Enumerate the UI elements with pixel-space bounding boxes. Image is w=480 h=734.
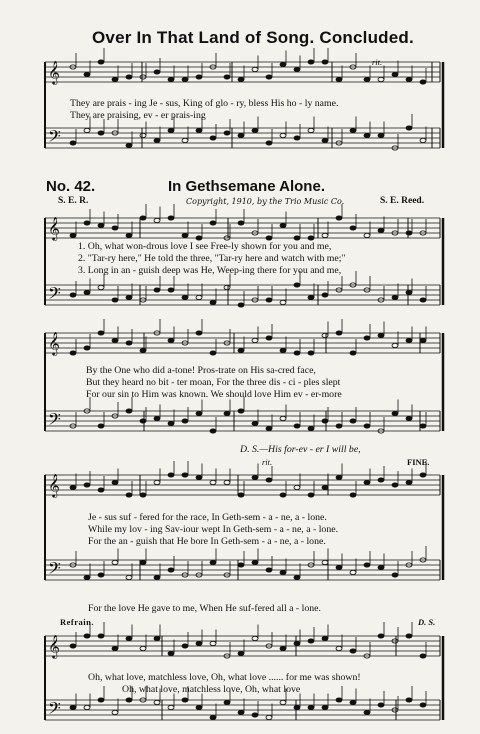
note-head bbox=[154, 138, 160, 142]
note-head bbox=[420, 703, 426, 707]
note-head bbox=[224, 411, 230, 415]
note-head bbox=[378, 478, 384, 482]
note-head bbox=[98, 698, 104, 702]
fine-mark: FINE. bbox=[407, 457, 430, 467]
note-head bbox=[406, 416, 412, 420]
note-head bbox=[350, 226, 356, 230]
note-head bbox=[350, 700, 356, 704]
clef-icon: 𝄞 bbox=[48, 60, 60, 84]
note-head bbox=[168, 473, 174, 477]
note-head bbox=[308, 295, 314, 299]
note-head bbox=[322, 138, 328, 142]
note-head bbox=[154, 218, 160, 222]
note-head bbox=[378, 634, 384, 638]
note-head bbox=[294, 236, 300, 240]
note-head bbox=[98, 331, 104, 335]
note-head bbox=[322, 419, 328, 423]
refrain-label: Refrain. bbox=[60, 617, 94, 627]
note-head bbox=[112, 77, 118, 81]
note-head bbox=[140, 133, 146, 137]
note-head bbox=[378, 133, 384, 137]
note-head bbox=[112, 646, 118, 650]
note-head bbox=[84, 705, 90, 709]
note-head bbox=[140, 216, 146, 220]
note-head bbox=[210, 300, 216, 304]
note-head bbox=[280, 133, 286, 137]
note-head bbox=[210, 480, 216, 484]
note-head bbox=[294, 67, 300, 71]
note-head bbox=[336, 216, 342, 220]
note-head bbox=[322, 333, 328, 337]
note-head bbox=[308, 639, 314, 643]
note-head bbox=[266, 141, 272, 145]
note-head bbox=[168, 421, 174, 425]
note-head bbox=[336, 424, 342, 428]
note-head bbox=[98, 573, 104, 577]
note-head bbox=[154, 575, 160, 579]
note-head bbox=[126, 698, 132, 702]
note-head bbox=[308, 426, 314, 430]
note-head bbox=[112, 560, 118, 564]
note-head bbox=[238, 303, 244, 307]
note-head bbox=[126, 636, 132, 640]
note-head bbox=[168, 77, 174, 81]
note-head bbox=[420, 338, 426, 342]
note-head bbox=[182, 233, 188, 237]
note-head bbox=[98, 131, 104, 135]
note-head bbox=[182, 419, 188, 423]
bass-lyric-line: For the love He gave to me, When He suf-fered all a - lone. bbox=[88, 603, 321, 614]
note-head bbox=[70, 141, 76, 145]
note-head bbox=[182, 473, 188, 477]
note-head bbox=[322, 293, 328, 297]
note-head bbox=[112, 710, 118, 714]
da-segno-line: D. S.—His for-ev - er I will be, bbox=[240, 444, 361, 455]
note-head bbox=[406, 126, 412, 130]
note-head bbox=[280, 570, 286, 574]
note-head bbox=[168, 651, 174, 655]
note-head bbox=[84, 290, 90, 294]
verse-line: By the One who did a-tone! Pros-trate on His sa-cred face, bbox=[86, 365, 316, 376]
note-head bbox=[308, 351, 314, 355]
note-head bbox=[182, 77, 188, 81]
note-head bbox=[154, 636, 160, 640]
author-initials: S. E. R. bbox=[58, 196, 89, 206]
note-head bbox=[364, 563, 370, 567]
note-head bbox=[280, 300, 286, 304]
note-head bbox=[252, 128, 258, 132]
note-head bbox=[420, 138, 426, 142]
note-head bbox=[210, 429, 216, 433]
note-head bbox=[350, 570, 356, 574]
note-head bbox=[70, 485, 76, 489]
clef-icon: 𝄢 bbox=[48, 558, 61, 582]
note-head bbox=[112, 338, 118, 342]
note-head bbox=[266, 478, 272, 482]
note-head bbox=[182, 698, 188, 702]
verse-line: 3. Long in an - guish deep was He, Weep-ing there for you and me, bbox=[78, 265, 342, 276]
note-head bbox=[392, 483, 398, 487]
refrain-line: Oh, what love, matchless love, Oh, what love ...... for me was shown! bbox=[88, 672, 361, 683]
note-head bbox=[420, 654, 426, 658]
note-head bbox=[308, 60, 314, 64]
note-head bbox=[336, 565, 342, 569]
note-head bbox=[252, 713, 258, 717]
treble-staff bbox=[45, 204, 440, 240]
note-head bbox=[266, 715, 272, 719]
treble-staff bbox=[45, 461, 440, 497]
note-head bbox=[392, 72, 398, 76]
note-head bbox=[84, 72, 90, 76]
note-head bbox=[126, 75, 132, 79]
note-head bbox=[196, 75, 202, 79]
note-head bbox=[322, 705, 328, 709]
note-head bbox=[112, 298, 118, 302]
note-head bbox=[308, 705, 314, 709]
verse-line: But they heard no bit - ter moan, For the three dis - ci - ples slept bbox=[86, 377, 341, 388]
note-head bbox=[196, 475, 202, 479]
note-head bbox=[420, 80, 426, 84]
note-head bbox=[210, 560, 216, 564]
note-head bbox=[238, 133, 244, 137]
note-head bbox=[322, 485, 328, 489]
note-head bbox=[252, 67, 258, 71]
note-head bbox=[266, 568, 272, 572]
note-head bbox=[126, 493, 132, 497]
note-head bbox=[238, 77, 244, 81]
note-head bbox=[252, 475, 258, 479]
note-head bbox=[252, 421, 258, 425]
note-head bbox=[168, 568, 174, 572]
note-head bbox=[294, 485, 300, 489]
note-head bbox=[154, 70, 160, 74]
note-head bbox=[224, 75, 230, 79]
note-head bbox=[406, 77, 412, 81]
note-head bbox=[140, 560, 146, 564]
note-head bbox=[350, 351, 356, 355]
note-head bbox=[238, 348, 244, 352]
note-head bbox=[238, 409, 244, 413]
note-head bbox=[112, 480, 118, 484]
note-head bbox=[350, 493, 356, 497]
note-head bbox=[126, 233, 132, 237]
note-head bbox=[238, 221, 244, 225]
note-head bbox=[280, 62, 286, 66]
note-head bbox=[252, 636, 258, 640]
note-head bbox=[350, 419, 356, 423]
note-head bbox=[336, 698, 342, 702]
note-head bbox=[322, 233, 328, 237]
note-head bbox=[238, 563, 244, 567]
bass-staff bbox=[45, 546, 440, 580]
note-head bbox=[294, 575, 300, 579]
lyric-line: They are praising, ev - er prais-ing bbox=[70, 110, 206, 121]
note-head bbox=[168, 216, 174, 220]
note-head bbox=[294, 641, 300, 645]
copyright-notice: Copyright, 1910, by the Trio Music Co. bbox=[186, 197, 345, 206]
note-head bbox=[378, 565, 384, 569]
note-head bbox=[70, 351, 76, 355]
composer-name: S. E. Reed. bbox=[380, 196, 425, 206]
verse-line: 2. "Tar-ry here," He told the three, "Tar-ry here and watch with me;" bbox=[78, 253, 346, 264]
note-head bbox=[308, 493, 314, 497]
note-head bbox=[280, 646, 286, 650]
note-head bbox=[364, 77, 370, 81]
note-head bbox=[420, 424, 426, 428]
note-head bbox=[112, 226, 118, 230]
clef-icon: 𝄢 bbox=[48, 698, 61, 722]
note-head bbox=[294, 705, 300, 709]
note-head bbox=[308, 128, 314, 132]
note-head bbox=[266, 236, 272, 240]
continued-hymn-title: Over In That Land of Song. Concluded. bbox=[92, 28, 414, 47]
clef-icon: 𝄞 bbox=[48, 331, 60, 355]
clef-icon: 𝄞 bbox=[48, 473, 60, 497]
note-head bbox=[210, 715, 216, 719]
note-head bbox=[224, 131, 230, 135]
note-head bbox=[126, 143, 132, 147]
note-head bbox=[224, 480, 230, 484]
note-head bbox=[196, 411, 202, 415]
note-head bbox=[98, 634, 104, 638]
note-head bbox=[182, 644, 188, 648]
note-head bbox=[364, 233, 370, 237]
refrain-line: Oh, what love, matchless love, Oh, what love bbox=[122, 684, 301, 695]
note-head bbox=[84, 634, 90, 638]
note-head bbox=[392, 573, 398, 577]
verse-line: For our sin to Him was known. We should love Him ev - er-more bbox=[86, 389, 342, 400]
note-head bbox=[364, 710, 370, 714]
note-head bbox=[98, 488, 104, 492]
note-head bbox=[420, 473, 426, 477]
note-head bbox=[322, 636, 328, 640]
note-head bbox=[140, 348, 146, 352]
note-head bbox=[238, 710, 244, 714]
note-head bbox=[378, 228, 384, 232]
note-head bbox=[140, 419, 146, 423]
note-head bbox=[154, 700, 160, 704]
note-head bbox=[252, 560, 258, 564]
note-head bbox=[196, 641, 202, 645]
note-head bbox=[140, 493, 146, 497]
note-head bbox=[84, 346, 90, 350]
note-head bbox=[84, 575, 90, 579]
note-head bbox=[294, 283, 300, 287]
bass-staff bbox=[45, 271, 440, 307]
note-head bbox=[126, 295, 132, 299]
verse-line: While my lov - ing Sav-iour wept In Geth-sem - a - ne, a - lone. bbox=[88, 524, 339, 535]
note-head bbox=[84, 483, 90, 487]
verse-line: For the an - guish that He bore In Geth-sem - a - ne, a - lone. bbox=[88, 536, 326, 547]
verse-line: Je - sus suf - fered for the race, In Geth-sem - a - ne, a - lone. bbox=[88, 512, 327, 523]
note-head bbox=[98, 424, 104, 428]
note-head bbox=[196, 295, 202, 299]
treble-staff bbox=[45, 622, 440, 658]
note-head bbox=[350, 128, 356, 132]
note-head bbox=[224, 285, 230, 289]
note-head bbox=[70, 705, 76, 709]
note-head bbox=[406, 698, 412, 702]
note-head bbox=[98, 285, 104, 289]
note-head bbox=[336, 77, 342, 81]
note-head bbox=[406, 634, 412, 638]
note-head bbox=[364, 133, 370, 137]
note-head bbox=[280, 348, 286, 352]
note-head bbox=[294, 351, 300, 355]
note-head bbox=[294, 136, 300, 140]
note-head bbox=[70, 293, 76, 297]
note-head bbox=[406, 290, 412, 294]
note-head bbox=[210, 351, 216, 355]
note-head bbox=[126, 575, 132, 579]
note-head bbox=[196, 705, 202, 709]
note-head bbox=[392, 411, 398, 415]
hymn-number: No. 42. bbox=[46, 178, 96, 195]
note-head bbox=[378, 333, 384, 337]
ritardando-mark: rit. bbox=[372, 57, 383, 67]
note-head bbox=[280, 493, 286, 497]
note-head bbox=[392, 343, 398, 347]
note-head bbox=[224, 700, 230, 704]
clef-icon: 𝄞 bbox=[48, 634, 60, 658]
clef-icon: 𝄢 bbox=[48, 409, 61, 433]
note-head bbox=[378, 77, 384, 81]
note-head bbox=[154, 288, 160, 292]
note-head bbox=[406, 480, 412, 484]
note-head bbox=[238, 493, 244, 497]
note-head bbox=[336, 331, 342, 335]
da-segno-mark: D. S. bbox=[418, 617, 436, 627]
treble-staff bbox=[45, 319, 440, 355]
note-head bbox=[168, 705, 174, 709]
note-head bbox=[266, 75, 272, 79]
note-head bbox=[168, 338, 174, 342]
note-head bbox=[210, 641, 216, 645]
note-head bbox=[70, 644, 76, 648]
clef-icon: 𝄢 bbox=[48, 283, 61, 307]
note-head bbox=[182, 138, 188, 142]
note-head bbox=[364, 424, 370, 428]
note-head bbox=[126, 409, 132, 413]
ritardando-mark: rit. bbox=[262, 457, 273, 467]
note-head bbox=[196, 128, 202, 132]
verse-line: 1. Oh, what won-drous love I see Free-ly shown for you and me, bbox=[78, 241, 332, 252]
note-head bbox=[154, 416, 160, 420]
note-head bbox=[238, 651, 244, 655]
note-head bbox=[406, 231, 412, 235]
note-head bbox=[420, 298, 426, 302]
note-head bbox=[364, 480, 370, 484]
note-head bbox=[98, 223, 104, 227]
note-head bbox=[266, 298, 272, 302]
note-head bbox=[280, 223, 286, 227]
note-head bbox=[378, 703, 384, 707]
note-head bbox=[140, 646, 146, 650]
note-head bbox=[322, 560, 328, 564]
note-head bbox=[266, 426, 272, 430]
note-head bbox=[406, 338, 412, 342]
note-head bbox=[322, 60, 328, 64]
note-head bbox=[294, 424, 300, 428]
note-head bbox=[280, 416, 286, 420]
note-head bbox=[364, 336, 370, 340]
clef-icon: 𝄢 bbox=[48, 126, 61, 150]
hymn-title: In Gethsemane Alone. bbox=[168, 178, 325, 195]
bass-staff bbox=[45, 397, 440, 433]
clef-icon: 𝄞 bbox=[48, 216, 60, 240]
note-head bbox=[196, 331, 202, 335]
note-head bbox=[252, 338, 258, 342]
note-head bbox=[182, 295, 188, 299]
note-head bbox=[350, 649, 356, 653]
note-head bbox=[280, 700, 286, 704]
note-head bbox=[210, 136, 216, 140]
note-head bbox=[126, 341, 132, 345]
note-head bbox=[98, 60, 104, 64]
note-head bbox=[308, 236, 314, 240]
note-head bbox=[168, 128, 174, 132]
note-head bbox=[154, 480, 160, 484]
note-head bbox=[392, 295, 398, 299]
note-head bbox=[84, 128, 90, 132]
note-head bbox=[210, 221, 216, 225]
note-head bbox=[336, 475, 342, 479]
note-head bbox=[196, 236, 202, 240]
lyric-line: They are prais - ing Je - sus, King of glo - ry, bless His ho - ly name. bbox=[70, 98, 339, 109]
note-head bbox=[336, 646, 342, 650]
note-head bbox=[266, 336, 272, 340]
note-head bbox=[168, 288, 174, 292]
note-head bbox=[70, 233, 76, 237]
note-head bbox=[84, 221, 90, 225]
